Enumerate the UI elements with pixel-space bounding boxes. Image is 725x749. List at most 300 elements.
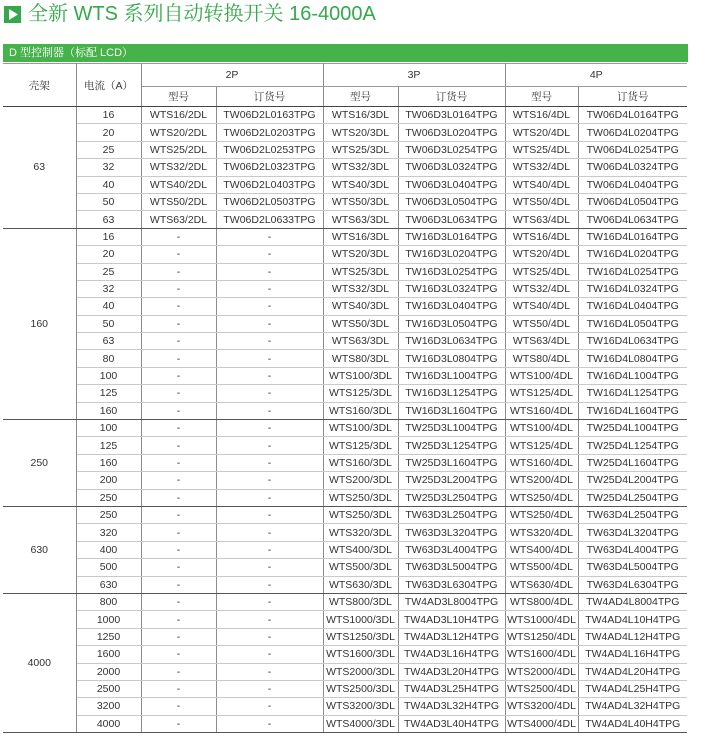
order-no-4p-cell: TW4AD4L20H4TPG xyxy=(578,663,687,680)
order-no-2p-cell: - xyxy=(216,576,323,593)
model-4p-cell: WTS2000/4DL xyxy=(505,663,578,680)
order-no-4p-cell: TW25D4L1604TPG xyxy=(578,454,687,471)
current-cell: 25 xyxy=(76,141,141,158)
model-2p-cell: - xyxy=(141,315,216,332)
order-no-3p-cell: TW16D3L0504TPG xyxy=(398,315,505,332)
order-no-2p-cell: - xyxy=(216,611,323,628)
order-no-2p-cell: - xyxy=(216,385,323,402)
order-no-3p-cell: TW06D3L0504TPG xyxy=(398,193,505,210)
spec-table-body xyxy=(3,107,687,733)
model-2p-cell: - xyxy=(141,506,216,523)
order-no-3p-cell: TW06D3L0324TPG xyxy=(398,159,505,176)
model-4p-cell: WTS16/4DL xyxy=(505,228,578,245)
table-row xyxy=(3,333,687,350)
order-no-2p-cell: TW06D2L0403TPG xyxy=(216,176,323,193)
model-3p-cell: WTS16/3DL xyxy=(323,228,398,245)
model-3p-cell: WTS32/3DL xyxy=(323,159,398,176)
order-no-3p-cell: TW4AD3L10H4TPG xyxy=(398,611,505,628)
order-no-4p-cell: TW25D4L1254TPG xyxy=(578,437,687,454)
model-3p-cell: WTS320/3DL xyxy=(323,524,398,541)
header-4p: 4P xyxy=(505,64,687,87)
model-4p-cell: WTS25/4DL xyxy=(505,263,578,280)
current-cell: 20 xyxy=(76,124,141,141)
order-no-4p-cell: TW25D4L2504TPG xyxy=(578,489,687,506)
order-no-3p-cell: TW06D3L0164TPG xyxy=(398,107,505,124)
frame-size-cell: 63 xyxy=(3,107,76,229)
order-no-3p-cell: TW4AD3L16H4TPG xyxy=(398,646,505,663)
model-2p-cell: - xyxy=(141,472,216,489)
order-no-3p-cell: TW16D3L0254TPG xyxy=(398,263,505,280)
model-3p-cell: WTS1250/3DL xyxy=(323,628,398,645)
order-no-2p-cell: - xyxy=(216,454,323,471)
order-no-4p-cell: TW4AD4L10H4TPG xyxy=(578,611,687,628)
model-2p-cell: WTS16/2DL xyxy=(141,107,216,124)
model-3p-cell: WTS200/3DL xyxy=(323,472,398,489)
current-cell: 50 xyxy=(76,315,141,332)
order-no-4p-cell: TW16D4L0204TPG xyxy=(578,246,687,263)
model-4p-cell: WTS250/4DL xyxy=(505,506,578,523)
order-no-2p-cell: - xyxy=(216,646,323,663)
section-label: D 型控制器（标配 LCD） xyxy=(9,47,134,59)
model-3p-cell: WTS4000/3DL xyxy=(323,715,398,732)
header-2p: 2P xyxy=(141,64,323,87)
table-row xyxy=(3,454,687,471)
model-4p-cell: WTS125/4DL xyxy=(505,437,578,454)
order-no-4p-cell: TW06D4L0254TPG xyxy=(578,141,687,158)
order-no-4p-cell: TW63D4L5004TPG xyxy=(578,559,687,576)
model-2p-cell: - xyxy=(141,350,216,367)
table-row xyxy=(3,107,687,124)
model-3p-cell: WTS2500/3DL xyxy=(323,680,398,697)
current-cell: 1600 xyxy=(76,646,141,663)
table-row xyxy=(3,228,687,245)
model-4p-cell: WTS1250/4DL xyxy=(505,628,578,645)
table-row xyxy=(3,211,687,228)
table-row xyxy=(3,437,687,454)
model-3p-cell: WTS32/3DL xyxy=(323,280,398,297)
model-3p-cell: WTS16/3DL xyxy=(323,107,398,124)
current-cell: 4000 xyxy=(76,715,141,732)
table-row xyxy=(3,576,687,593)
model-2p-cell: - xyxy=(141,246,216,263)
order-no-4p-cell: TW25D4L1004TPG xyxy=(578,420,687,437)
current-cell: 20 xyxy=(76,246,141,263)
model-3p-cell: WTS160/3DL xyxy=(323,454,398,471)
order-no-2p-cell: - xyxy=(216,680,323,697)
model-4p-cell: WTS100/4DL xyxy=(505,367,578,384)
model-4p-cell: WTS63/4DL xyxy=(505,333,578,350)
order-no-3p-cell: TW63D3L2504TPG xyxy=(398,506,505,523)
current-cell: 800 xyxy=(76,593,141,610)
order-no-2p-cell: - xyxy=(216,698,323,715)
current-cell: 125 xyxy=(76,385,141,402)
model-2p-cell: WTS25/2DL xyxy=(141,141,216,158)
order-no-2p-cell: - xyxy=(216,402,323,419)
current-cell: 2500 xyxy=(76,680,141,697)
table-row xyxy=(3,280,687,297)
model-2p-cell: - xyxy=(141,524,216,541)
model-2p-cell: WTS32/2DL xyxy=(141,159,216,176)
order-no-3p-cell: TW25D3L2004TPG xyxy=(398,472,505,489)
current-cell: 400 xyxy=(76,541,141,558)
model-2p-cell: - xyxy=(141,228,216,245)
model-4p-cell: WTS100/4DL xyxy=(505,420,578,437)
header-row-poles xyxy=(3,64,687,87)
table-row xyxy=(3,611,687,628)
order-no-2p-cell: TW06D2L0323TPG xyxy=(216,159,323,176)
model-2p-cell: - xyxy=(141,628,216,645)
order-no-2p-cell: - xyxy=(216,437,323,454)
order-no-4p-cell: TW16D4L0254TPG xyxy=(578,263,687,280)
table-row xyxy=(3,176,687,193)
model-4p-cell: WTS40/4DL xyxy=(505,298,578,315)
model-4p-cell: WTS200/4DL xyxy=(505,472,578,489)
table-row xyxy=(3,124,687,141)
order-no-2p-cell: - xyxy=(216,541,323,558)
model-3p-cell: WTS63/3DL xyxy=(323,333,398,350)
order-no-2p-cell: - xyxy=(216,246,323,263)
model-2p-cell: - xyxy=(141,698,216,715)
model-2p-cell: - xyxy=(141,402,216,419)
order-no-2p-cell: - xyxy=(216,593,323,610)
model-4p-cell: WTS4000/4DL xyxy=(505,715,578,732)
order-no-4p-cell: TW16D4L0164TPG xyxy=(578,228,687,245)
order-no-2p-cell: - xyxy=(216,263,323,280)
table-row xyxy=(3,524,687,541)
model-4p-cell: WTS32/4DL xyxy=(505,280,578,297)
table-row xyxy=(3,298,687,315)
order-no-2p-cell: TW06D2L0503TPG xyxy=(216,193,323,210)
table-row xyxy=(3,246,687,263)
current-cell: 25 xyxy=(76,263,141,280)
order-no-3p-cell: TW4AD3L40H4TPG xyxy=(398,715,505,732)
current-cell: 250 xyxy=(76,506,141,523)
order-no-4p-cell: TW16D4L0634TPG xyxy=(578,333,687,350)
header-model-3p: 型号 xyxy=(323,87,398,107)
order-no-4p-cell: TW06D4L0204TPG xyxy=(578,124,687,141)
model-4p-cell: WTS1600/4DL xyxy=(505,646,578,663)
model-3p-cell: WTS100/3DL xyxy=(323,420,398,437)
order-no-4p-cell: TW4AD4L32H4TPG xyxy=(578,698,687,715)
current-cell: 40 xyxy=(76,176,141,193)
order-no-3p-cell: TW63D3L3204TPG xyxy=(398,524,505,541)
model-3p-cell: WTS25/3DL xyxy=(323,141,398,158)
model-3p-cell: WTS25/3DL xyxy=(323,263,398,280)
current-cell: 630 xyxy=(76,576,141,593)
current-cell: 16 xyxy=(76,228,141,245)
model-4p-cell: WTS20/4DL xyxy=(505,124,578,141)
current-cell: 40 xyxy=(76,298,141,315)
table-row xyxy=(3,315,687,332)
model-2p-cell: - xyxy=(141,437,216,454)
model-4p-cell: WTS3200/4DL xyxy=(505,698,578,715)
table-row xyxy=(3,385,687,402)
model-3p-cell: WTS40/3DL xyxy=(323,298,398,315)
current-cell: 100 xyxy=(76,420,141,437)
order-no-2p-cell: - xyxy=(216,298,323,315)
model-2p-cell: - xyxy=(141,680,216,697)
model-3p-cell: WTS20/3DL xyxy=(323,246,398,263)
current-cell: 32 xyxy=(76,280,141,297)
order-no-3p-cell: TW06D3L0204TPG xyxy=(398,124,505,141)
order-no-2p-cell: - xyxy=(216,472,323,489)
order-no-2p-cell: TW06D2L0633TPG xyxy=(216,211,323,228)
current-cell: 3200 xyxy=(76,698,141,715)
order-no-2p-cell: - xyxy=(216,524,323,541)
order-no-3p-cell: TW16D3L0324TPG xyxy=(398,280,505,297)
current-cell: 125 xyxy=(76,437,141,454)
order-no-3p-cell: TW63D3L4004TPG xyxy=(398,541,505,558)
order-no-4p-cell: TW63D4L6304TPG xyxy=(578,576,687,593)
current-cell: 200 xyxy=(76,472,141,489)
model-4p-cell: WTS160/4DL xyxy=(505,402,578,419)
table-row xyxy=(3,698,687,715)
order-no-2p-cell: TW06D2L0253TPG xyxy=(216,141,323,158)
order-no-2p-cell: - xyxy=(216,333,323,350)
model-4p-cell: WTS2500/4DL xyxy=(505,680,578,697)
current-cell: 50 xyxy=(76,193,141,210)
model-3p-cell: WTS400/3DL xyxy=(323,541,398,558)
page-title xyxy=(4,2,376,26)
order-no-2p-cell: - xyxy=(216,628,323,645)
order-no-4p-cell: TW06D4L0634TPG xyxy=(578,211,687,228)
order-no-4p-cell: TW06D4L0164TPG xyxy=(578,107,687,124)
model-2p-cell: - xyxy=(141,611,216,628)
current-cell: 500 xyxy=(76,559,141,576)
model-4p-cell: WTS400/4DL xyxy=(505,541,578,558)
model-3p-cell: WTS160/3DL xyxy=(323,402,398,419)
order-no-3p-cell: TW4AD3L20H4TPG xyxy=(398,663,505,680)
model-3p-cell: WTS40/3DL xyxy=(323,176,398,193)
model-2p-cell: WTS20/2DL xyxy=(141,124,216,141)
table-row xyxy=(3,263,687,280)
order-no-3p-cell: TW63D3L5004TPG xyxy=(398,559,505,576)
page-title-text: 全新 WTS 系列自动转换开关 16-4000A xyxy=(28,3,376,25)
model-4p-cell: WTS16/4DL xyxy=(505,107,578,124)
model-2p-cell: - xyxy=(141,715,216,732)
model-2p-cell: - xyxy=(141,454,216,471)
order-no-3p-cell: TW16D3L0204TPG xyxy=(398,246,505,263)
order-no-4p-cell: TW16D4L1254TPG xyxy=(578,385,687,402)
model-3p-cell: WTS500/3DL xyxy=(323,559,398,576)
model-2p-cell: - xyxy=(141,280,216,297)
model-4p-cell: WTS80/4DL xyxy=(505,350,578,367)
model-2p-cell: - xyxy=(141,298,216,315)
order-no-2p-cell: - xyxy=(216,506,323,523)
table-row xyxy=(3,593,687,610)
order-no-4p-cell: TW4AD4L12H4TPG xyxy=(578,628,687,645)
model-3p-cell: WTS630/3DL xyxy=(323,576,398,593)
order-no-4p-cell: TW16D4L0504TPG xyxy=(578,315,687,332)
table-row xyxy=(3,506,687,523)
model-4p-cell: WTS160/4DL xyxy=(505,454,578,471)
table-row xyxy=(3,680,687,697)
order-no-4p-cell: TW06D4L0404TPG xyxy=(578,176,687,193)
model-2p-cell: - xyxy=(141,593,216,610)
header-current: 电流（A） xyxy=(76,64,141,107)
frame-size-cell: 630 xyxy=(3,506,76,593)
model-3p-cell: WTS2000/3DL xyxy=(323,663,398,680)
model-2p-cell: - xyxy=(141,263,216,280)
current-cell: 63 xyxy=(76,333,141,350)
current-cell: 80 xyxy=(76,350,141,367)
table-row xyxy=(3,559,687,576)
frame-size-cell: 250 xyxy=(3,420,76,507)
table-row xyxy=(3,141,687,158)
model-4p-cell: WTS50/4DL xyxy=(505,193,578,210)
order-no-3p-cell: TW25D3L1004TPG xyxy=(398,420,505,437)
frame-size-cell: 160 xyxy=(3,228,76,419)
order-no-2p-cell: - xyxy=(216,228,323,245)
table-row xyxy=(3,715,687,732)
model-4p-cell: WTS800/4DL xyxy=(505,593,578,610)
model-3p-cell: WTS50/3DL xyxy=(323,193,398,210)
model-4p-cell: WTS125/4DL xyxy=(505,385,578,402)
table-row xyxy=(3,193,687,210)
order-no-3p-cell: TW25D3L2504TPG xyxy=(398,489,505,506)
order-no-3p-cell: TW16D3L0404TPG xyxy=(398,298,505,315)
model-2p-cell: - xyxy=(141,385,216,402)
model-2p-cell: - xyxy=(141,541,216,558)
order-no-4p-cell: TW16D4L1604TPG xyxy=(578,402,687,419)
model-3p-cell: WTS100/3DL xyxy=(323,367,398,384)
current-cell: 160 xyxy=(76,402,141,419)
model-4p-cell: WTS20/4DL xyxy=(505,246,578,263)
model-4p-cell: WTS63/4DL xyxy=(505,211,578,228)
header-frame: 壳架 xyxy=(3,64,76,107)
table-row xyxy=(3,367,687,384)
model-3p-cell: WTS250/3DL xyxy=(323,489,398,506)
header-order-no-4p: 订货号 xyxy=(578,87,687,107)
model-3p-cell: WTS20/3DL xyxy=(323,124,398,141)
order-no-4p-cell: TW25D4L2004TPG xyxy=(578,472,687,489)
model-2p-cell: WTS40/2DL xyxy=(141,176,216,193)
model-4p-cell: WTS50/4DL xyxy=(505,315,578,332)
section-bar xyxy=(3,44,688,62)
play-arrow-icon xyxy=(4,6,21,23)
table-row xyxy=(3,541,687,558)
current-cell: 160 xyxy=(76,454,141,471)
order-no-4p-cell: TW06D4L0504TPG xyxy=(578,193,687,210)
order-no-3p-cell: TW25D3L1254TPG xyxy=(398,437,505,454)
order-no-2p-cell: TW06D2L0163TPG xyxy=(216,107,323,124)
model-2p-cell: - xyxy=(141,663,216,680)
table-row xyxy=(3,350,687,367)
order-no-4p-cell: TW4AD4L25H4TPG xyxy=(578,680,687,697)
model-2p-cell: - xyxy=(141,333,216,350)
order-no-2p-cell: - xyxy=(216,315,323,332)
table-row xyxy=(3,646,687,663)
model-3p-cell: WTS1600/3DL xyxy=(323,646,398,663)
header-order-no-3p: 订货号 xyxy=(398,87,505,107)
table-row xyxy=(3,489,687,506)
model-2p-cell: - xyxy=(141,559,216,576)
model-3p-cell: WTS250/3DL xyxy=(323,506,398,523)
order-no-4p-cell: TW16D4L0404TPG xyxy=(578,298,687,315)
model-3p-cell: WTS800/3DL xyxy=(323,593,398,610)
model-4p-cell: WTS32/4DL xyxy=(505,159,578,176)
order-no-2p-cell: - xyxy=(216,367,323,384)
order-no-2p-cell: TW06D2L0203TPG xyxy=(216,124,323,141)
model-3p-cell: WTS80/3DL xyxy=(323,350,398,367)
table-row xyxy=(3,402,687,419)
model-2p-cell: - xyxy=(141,420,216,437)
order-no-4p-cell: TW63D4L3204TPG xyxy=(578,524,687,541)
order-no-4p-cell: TW4AD4L8004TPG xyxy=(578,593,687,610)
current-cell: 63 xyxy=(76,211,141,228)
model-2p-cell: - xyxy=(141,489,216,506)
table-row xyxy=(3,663,687,680)
model-4p-cell: WTS250/4DL xyxy=(505,489,578,506)
table-row xyxy=(3,472,687,489)
order-no-3p-cell: TW16D3L1004TPG xyxy=(398,367,505,384)
order-no-3p-cell: TW4AD3L32H4TPG xyxy=(398,698,505,715)
model-3p-cell: WTS1000/3DL xyxy=(323,611,398,628)
order-no-2p-cell: - xyxy=(216,715,323,732)
model-2p-cell: WTS63/2DL xyxy=(141,211,216,228)
order-no-4p-cell: TW06D4L0324TPG xyxy=(578,159,687,176)
order-no-3p-cell: TW16D3L0634TPG xyxy=(398,333,505,350)
order-no-4p-cell: TW16D4L1004TPG xyxy=(578,367,687,384)
current-cell: 16 xyxy=(76,107,141,124)
table-row xyxy=(3,628,687,645)
model-4p-cell: WTS320/4DL xyxy=(505,524,578,541)
order-no-3p-cell: TW06D3L0254TPG xyxy=(398,141,505,158)
header-order-no-2p: 订货号 xyxy=(216,87,323,107)
order-no-3p-cell: TW06D3L0404TPG xyxy=(398,176,505,193)
header-model-4p: 型号 xyxy=(505,87,578,107)
model-3p-cell: WTS3200/3DL xyxy=(323,698,398,715)
order-no-4p-cell: TW63D4L4004TPG xyxy=(578,541,687,558)
model-3p-cell: WTS125/3DL xyxy=(323,385,398,402)
order-no-2p-cell: - xyxy=(216,489,323,506)
model-3p-cell: WTS125/3DL xyxy=(323,437,398,454)
table-header xyxy=(3,64,687,107)
model-2p-cell: WTS50/2DL xyxy=(141,193,216,210)
order-no-3p-cell: TW25D3L1604TPG xyxy=(398,454,505,471)
table-row xyxy=(3,420,687,437)
model-4p-cell: WTS500/4DL xyxy=(505,559,578,576)
order-no-4p-cell: TW4AD4L40H4TPG xyxy=(578,715,687,732)
order-no-2p-cell: - xyxy=(216,420,323,437)
order-no-3p-cell: TW06D3L0634TPG xyxy=(398,211,505,228)
order-no-2p-cell: - xyxy=(216,350,323,367)
model-3p-cell: WTS50/3DL xyxy=(323,315,398,332)
order-no-4p-cell: TW16D4L0324TPG xyxy=(578,280,687,297)
model-2p-cell: - xyxy=(141,576,216,593)
header-3p: 3P xyxy=(323,64,505,87)
model-4p-cell: WTS40/4DL xyxy=(505,176,578,193)
order-no-4p-cell: TW63D4L2504TPG xyxy=(578,506,687,523)
order-no-3p-cell: TW4AD3L8004TPG xyxy=(398,593,505,610)
current-cell: 1000 xyxy=(76,611,141,628)
model-4p-cell: WTS25/4DL xyxy=(505,141,578,158)
spec-table xyxy=(3,63,687,733)
frame-size-cell: 4000 xyxy=(3,593,76,732)
order-no-3p-cell: TW16D3L0804TPG xyxy=(398,350,505,367)
order-no-3p-cell: TW63D3L6304TPG xyxy=(398,576,505,593)
order-no-3p-cell: TW4AD3L25H4TPG xyxy=(398,680,505,697)
order-no-3p-cell: TW16D3L1254TPG xyxy=(398,385,505,402)
current-cell: 320 xyxy=(76,524,141,541)
order-no-3p-cell: TW4AD3L12H4TPG xyxy=(398,628,505,645)
order-no-4p-cell: TW4AD4L16H4TPG xyxy=(578,646,687,663)
order-no-3p-cell: TW16D3L0164TPG xyxy=(398,228,505,245)
order-no-4p-cell: TW16D4L0804TPG xyxy=(578,350,687,367)
order-no-2p-cell: - xyxy=(216,559,323,576)
current-cell: 32 xyxy=(76,159,141,176)
current-cell: 100 xyxy=(76,367,141,384)
